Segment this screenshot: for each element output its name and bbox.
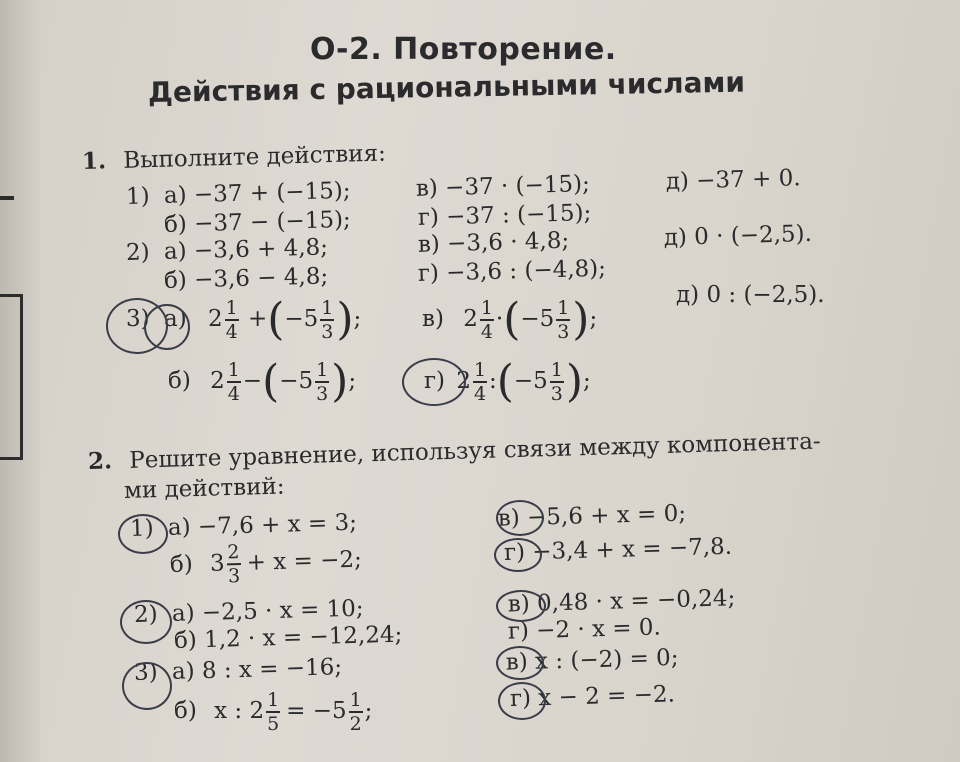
left-page-box bbox=[0, 294, 23, 460]
task1-header bbox=[82, 140, 387, 175]
left-page-dash bbox=[0, 196, 14, 200]
task1-2d: д) 0 · (−2,5). bbox=[663, 220, 813, 251]
task1-1g: г) −37 : (−15); bbox=[417, 200, 592, 231]
task1-group3-number: 3) bbox=[126, 306, 150, 332]
task1-3b-label: б) bbox=[168, 368, 191, 394]
task2-row2 bbox=[169, 539, 362, 588]
whole-number: 3 bbox=[209, 550, 226, 577]
task2-1g: г) −3,4 + x = −7,8. bbox=[503, 533, 733, 566]
page-title: О-2. Повторение. bbox=[310, 32, 617, 67]
pen-circle-mark bbox=[144, 304, 190, 350]
left-paren: ( bbox=[496, 356, 514, 407]
mixed-whole: −5 bbox=[284, 306, 319, 332]
task2-3v: в) x : (−2) = 0; bbox=[505, 644, 679, 676]
task1-2v: в) −3,6 · 4,8; bbox=[417, 227, 570, 258]
task1-1b: б) −37 − (−15); bbox=[163, 206, 352, 238]
task2-3a: а) 8 : x = −16; bbox=[171, 654, 343, 685]
semicolon: ; bbox=[348, 368, 357, 394]
task2-header bbox=[88, 428, 821, 475]
right-paren: ) bbox=[565, 356, 583, 407]
task1-1a: а) −37 + (−15); bbox=[163, 177, 351, 209]
task2-1v: в) −5,6 + x = 0; bbox=[497, 500, 687, 532]
fraction: $\frac{1}{4}$ bbox=[473, 359, 487, 405]
task2-1a: а) −7,6 + x = 3; bbox=[167, 509, 358, 541]
task2-2a: а) −2,5 · x = 10; bbox=[171, 595, 364, 627]
mixed-whole: −5 bbox=[520, 306, 555, 332]
task1-2g: г) −3,6 : (−4,8); bbox=[417, 255, 607, 287]
task2-3b-mid: = −5 bbox=[286, 698, 347, 724]
task2-row1 bbox=[130, 500, 687, 542]
fraction: $\frac{1}{3}$ bbox=[550, 359, 563, 405]
task2-heading-line2: ми действий: bbox=[123, 473, 285, 504]
fraction: $\frac{1}{2}$ bbox=[349, 689, 362, 735]
fraction: $\frac{1}{4}$ bbox=[225, 297, 238, 343]
whole-number: 2 bbox=[463, 306, 478, 332]
semicolon: ; bbox=[364, 698, 373, 724]
left-paren: ( bbox=[267, 294, 285, 345]
task2-group3-number: 3) bbox=[133, 659, 158, 686]
task1-2a: а) −3,6 + 4,8; bbox=[163, 234, 329, 265]
task2-group1-number: 1) bbox=[129, 515, 154, 542]
task2-row6 bbox=[174, 690, 372, 734]
right-paren: ) bbox=[572, 294, 590, 345]
semicolon: ; bbox=[589, 306, 598, 332]
whole-number: 2 bbox=[208, 306, 223, 332]
fraction: $\frac{1}{3}$ bbox=[321, 297, 334, 343]
task1-group1-number: 1) bbox=[125, 183, 150, 210]
task2-number: 2. bbox=[87, 447, 113, 475]
mixed-whole: −5 bbox=[279, 368, 314, 394]
colon-sign: : bbox=[488, 368, 497, 394]
task2-1b-label: б) bbox=[169, 551, 194, 578]
right-paren: ) bbox=[336, 294, 354, 345]
whole-number: 2 bbox=[210, 368, 225, 394]
whole-number: 2 bbox=[456, 368, 471, 394]
pen-circle-mark bbox=[498, 682, 546, 720]
task1-group2-number: 2) bbox=[125, 239, 150, 266]
task1-number: 1. bbox=[81, 147, 107, 175]
pen-circle-mark bbox=[496, 500, 544, 536]
pen-circle-mark bbox=[402, 358, 466, 406]
task2-heading-line1: Решите уравнение, используя связи между компонента- bbox=[128, 428, 821, 474]
task1-1d: д) −37 + 0. bbox=[665, 165, 801, 195]
semicolon: ; bbox=[353, 306, 362, 332]
fraction: $\frac{1}{4}$ bbox=[227, 359, 240, 405]
fraction: $\frac{1}{3}$ bbox=[316, 359, 329, 405]
task1-3a-expr bbox=[208, 294, 362, 345]
pen-circle-mark bbox=[494, 538, 542, 572]
mixed-whole: −5 bbox=[513, 368, 548, 394]
task1-3v-label: в) bbox=[422, 306, 444, 332]
task1-row6 bbox=[168, 356, 591, 407]
task2-3b-pre: x : 2 bbox=[214, 698, 265, 724]
right-paren: ) bbox=[331, 356, 349, 407]
fraction: $\frac{1}{4}$ bbox=[480, 297, 493, 343]
pen-circle-mark bbox=[120, 600, 172, 644]
fraction: $\frac{2}{3}$ bbox=[227, 541, 241, 588]
task1-3a-label: а) bbox=[164, 306, 187, 332]
task2-2g: г) −2 · x = 0. bbox=[507, 614, 662, 645]
task2-group2-number: 2) bbox=[133, 601, 158, 628]
task1-3g-label: г) bbox=[424, 368, 446, 394]
page-subtitle: Действия с рациональными числами bbox=[147, 65, 746, 109]
task1-3d: д) 0 : (−2,5). bbox=[676, 282, 825, 308]
pen-circle-mark bbox=[122, 662, 172, 710]
pen-circle-mark bbox=[118, 514, 168, 554]
task1-heading: Выполните действия: bbox=[122, 140, 387, 174]
task1-1v: в) −37 · (−15); bbox=[415, 171, 591, 202]
task2-2v: в) 0,48 · x = −0,24; bbox=[507, 585, 736, 618]
task1-2b: б) −3,6 − 4,8; bbox=[163, 263, 329, 294]
fraction: $\frac{1}{5}$ bbox=[267, 689, 280, 735]
minus-sign: − bbox=[242, 368, 263, 394]
task2-3g: г) x − 2 = −2. bbox=[509, 681, 676, 712]
plus-sign: + bbox=[247, 306, 268, 332]
semicolon: ; bbox=[582, 368, 591, 394]
pen-circle-mark bbox=[496, 646, 544, 680]
fraction: $\frac{1}{3}$ bbox=[557, 297, 570, 343]
dot-sign: · bbox=[495, 306, 504, 332]
left-paren: ( bbox=[262, 356, 280, 407]
task2-1b-rest: + x = −2; bbox=[246, 546, 363, 576]
pen-circle-mark bbox=[496, 590, 546, 622]
task1-3v bbox=[422, 294, 598, 345]
task2-3b-label: б) bbox=[174, 698, 197, 724]
left-paren: ( bbox=[503, 294, 521, 345]
task2-2b: б) 1,2 · x = −12,24; bbox=[173, 621, 403, 654]
